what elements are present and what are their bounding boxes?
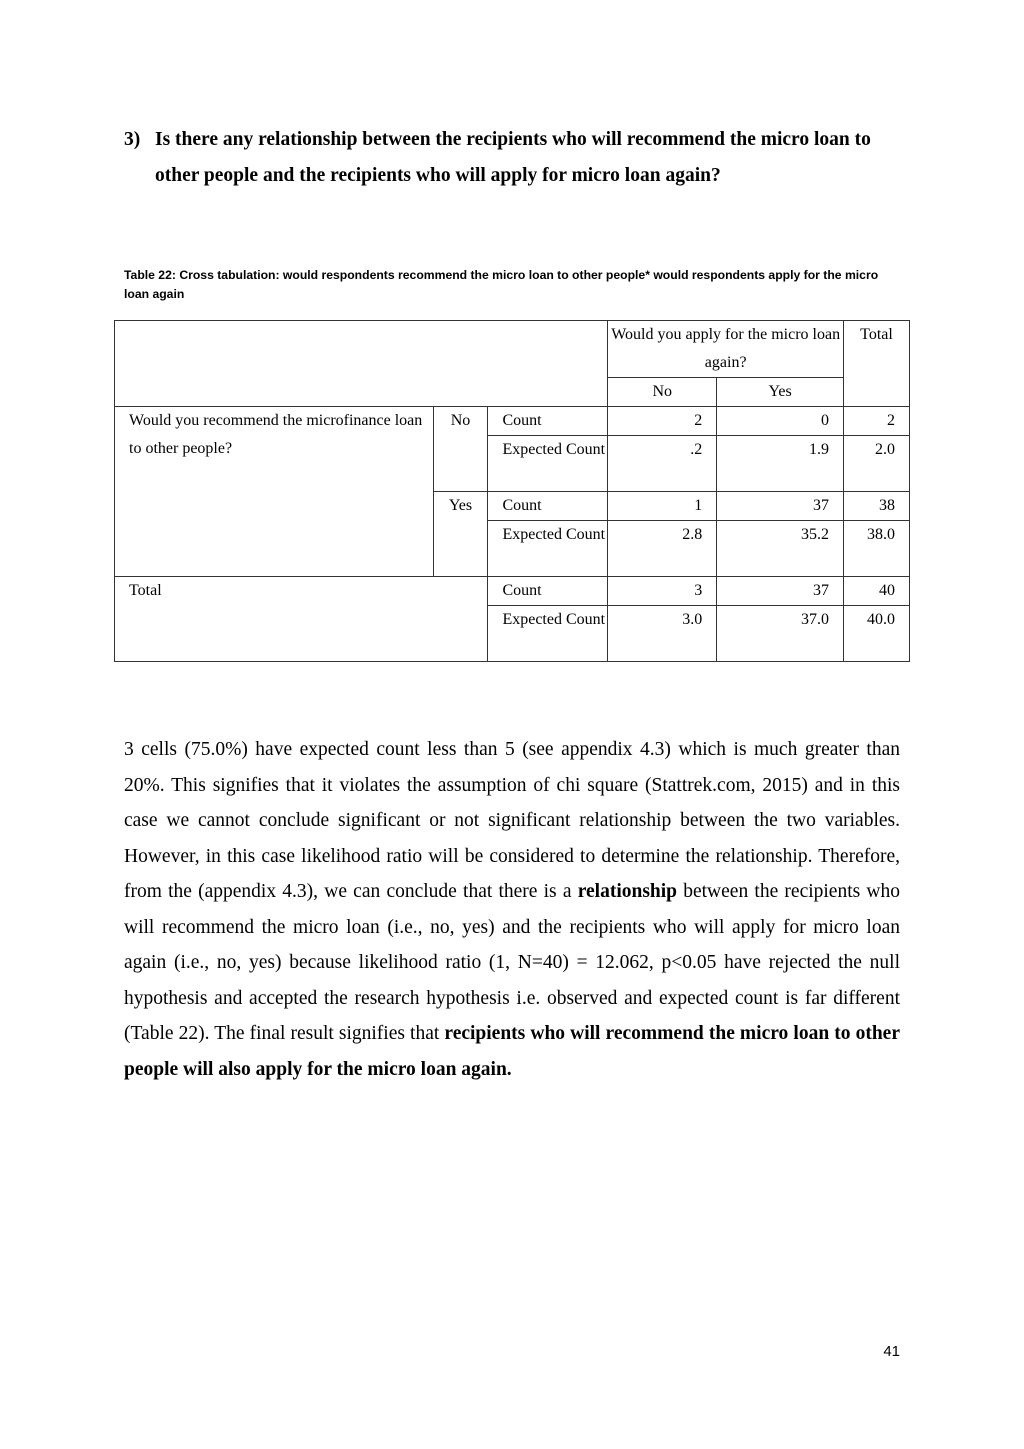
question-number: 3) — [124, 129, 141, 150]
table-cell: 1 — [608, 492, 717, 521]
table-cell: 37 — [717, 492, 844, 521]
count-label: Count — [488, 407, 608, 436]
table-cell: 3.0 — [608, 606, 717, 662]
paragraph-bold-conclusion: recipients who will recommend the micro loan to other people will also apply for the micro loan again. — [124, 1023, 900, 1080]
table-cell: 2.0 — [844, 436, 910, 492]
paragraph-bold-text: relationship — [577, 881, 678, 902]
question-heading — [124, 122, 904, 194]
row-yes-label: Yes — [433, 492, 488, 577]
col-no-header: No — [608, 378, 717, 407]
expected-count-label: Expected Count — [488, 436, 608, 492]
body-paragraph — [124, 732, 900, 1087]
crosstab-table — [114, 320, 910, 662]
table-cell: 40 — [844, 577, 910, 606]
table-cell: 0 — [717, 407, 844, 436]
table-cell: 2.8 — [608, 521, 717, 577]
table-cell: 35.2 — [717, 521, 844, 577]
table-cell: 37.0 — [717, 606, 844, 662]
table-caption: Table 22: Cross tabulation: would respondents recommend the micro loan to other people* would respondents apply for the micro loan again — [124, 268, 879, 301]
table-cell: 3 — [608, 577, 717, 606]
page-number: 41 — [883, 1343, 900, 1360]
row-no-label: No — [433, 407, 488, 492]
table-cell: 2 — [844, 407, 910, 436]
table-cell: 1.9 — [717, 436, 844, 492]
row-group-label: Would you recommend the microfinance loan to other people? — [115, 407, 434, 577]
table-cell: 2 — [608, 407, 717, 436]
total-header: Total — [844, 321, 910, 407]
paragraph-text: 3 cells (75.0%) have expected count less than 5 (see appendix 4.3) which is much greater than 20%. This signifies that it violates the assumption of chi square (Stattrek.com, 2015) and in this case we cannot conclude significant or not significant relationship between the two variables. However, in this case likelihood ratio will be considered to determine the relationship. Therefore, from the (appendix 4.3), we can conclude that there is a — [124, 739, 900, 902]
table-corner-cell — [115, 321, 608, 407]
table-cell: 40.0 — [844, 606, 910, 662]
row-total-label: Total — [115, 577, 488, 662]
table-cell: .2 — [608, 436, 717, 492]
col-group-header: Would you apply for the micro loan again? — [608, 321, 844, 378]
table-cell: 38 — [844, 492, 910, 521]
expected-count-label: Expected Count — [488, 521, 608, 577]
paragraph-text: between the recipients who will recommend the micro loan (i.e., no, yes) and the recipients who will apply for micro loan again (i.e., no, yes) because likelihood ratio (1, N=40) = 12.062, p<0.05 have rejected the null hypothesis and accepted the research hypothesis i.e. observed and expected count is far different (Table 22). The final result signifies that — [124, 881, 901, 1044]
expected-count-label: Expected Count — [488, 606, 608, 662]
table-cell: 37 — [717, 577, 844, 606]
count-label: Count — [488, 492, 608, 521]
col-yes-header: Yes — [717, 378, 844, 407]
table-cell: 38.0 — [844, 521, 910, 577]
count-label: Count — [488, 577, 608, 606]
question-text: Is there any relationship between the recipients who will recommend the micro loan to other people and the recipients who will apply for micro loan again? — [155, 129, 871, 186]
